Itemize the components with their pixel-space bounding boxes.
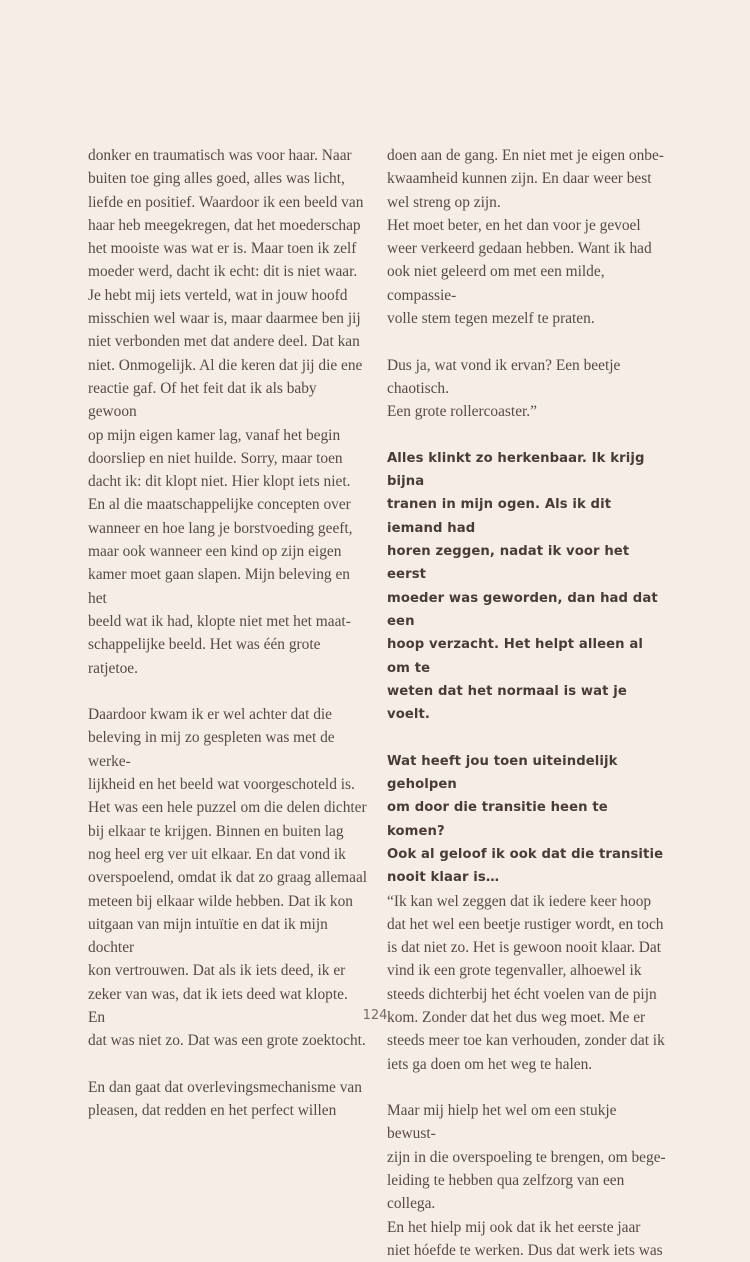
left-column	[88, 144, 368, 1122]
right-column	[387, 144, 667, 1262]
page-number: 124	[362, 1008, 388, 1023]
body-paragraph: doen aan de gang. En niet met je eigen onbe- kwaamheid kunnen zijn. En daar weer best wel streng op zijn. Het moet beter, en het dan voor je gevoel weer verkeerd gedaan hebben. Want ik had ook niet geleerd om met een milde, compassie- volle stem tegen mezelf te praten.	[387, 147, 664, 328]
interview-question: Alles klinkt zo herkenbaar. Ik krijg bijna tranen in mijn ogen. Als ik dit iemand had horen zeggen, nadat ik voor het eerst moeder was geworden, dan had dat een hoop verzacht. Het helpt alleen al om te weten dat het normaal is wat je voelt.	[387, 450, 658, 723]
body-paragraph: En dan gaat dat overlevingsmechanisme van pleasen, dat redden en het perfect willen	[88, 1078, 362, 1120]
body-paragraph: “Ik kan wel zeggen dat ik iedere keer hoop dat het wel een beetje rustiger wordt, en toch is dat niet zo. Het is gewoon nooit klaar. Dat vind ik een grote tegenvaller, alhoewel ik steeds dichterbij het écht voelen van de pijn kom. Zonder dat het dus weg moet. Me er steeds meer toe kan verhouden, zonder dat ik iets ga doen om het weg te halen.	[387, 892, 665, 1073]
body-paragraph: Maar mij hielp het wel om een stukje bewust- zijn in die overspoeling te brengen, om bege- leiding te hebben qua zelfzorg van een collega. En het hielp mij ook dat ik het eerste jaar niet hóefde te werken. Dus dat werk iets was	[387, 1102, 666, 1259]
body-paragraph: Daardoor kwam ik er wel achter dat die beleving in mij zo gespleten was met de werke- lijkheid en het beeld wat voorgeschoteld is. Het was een hele puzzel om die delen dichter bij elkaar te krijgen. Binnen en buiten lag nog heel erg ver uit elkaar. En dat vond ik overspoelend, omdat ik dat zo graag allemaal meteen bij elkaar wilde hebben. Dat ik kon uitgaan van mijn intuïtie en dat ik mijn dochter kon vertrouwen. Dat als ik iets deed, ik er zeker van was, dat ik iets deed wat klopte. En dat was niet zo. Dat was een grote zoektocht.	[88, 706, 368, 1050]
body-paragraph: donker en traumatisch was voor haar. Naar buiten toe ging alles goed, alles was licht, liefde en positief. Waardoor ik een beeld van haar heb meegekregen, dat het moederschap het mooiste was wat er is. Maar toen ik zelf moeder werd, dacht ik echt: dit is niet waar. Je hebt mij iets verteld, wat in jouw hoofd misschien wel waar is, maar daarmee ben jij niet verbonden met dat andere deel. Dat kan niet. Onmogelijk. Al die keren dat jij die ene reactie gaf. Of het feit dat ik als baby gewoon op mijn eigen kamer lag, vanaf het begin doorsliep en niet huilde. Sorry, maar toen dacht ik: dit klopt niet. Hier klopt iets niet. En al die maatschappelijke concepten over wanneer en hoe lang je borstvoeding geeft, maar ook wanneer een kind op zijn eigen kamer moet gaan slapen. Mijn beleving en het beeld wat ik had, klopte niet met het maat- schappelijke beeld. Het was één grote ratjetoe.	[88, 147, 364, 677]
body-paragraph: Dus ja, wat vond ik ervan? Een beetje chaotisch. Een grote rollercoaster.”	[387, 356, 621, 421]
interview-question: Wat heeft jou toen uiteindelijk geholpen om door die transitie heen te komen? Ook al geloof ik ook dat die transitie nooit klaar is…	[387, 753, 664, 886]
